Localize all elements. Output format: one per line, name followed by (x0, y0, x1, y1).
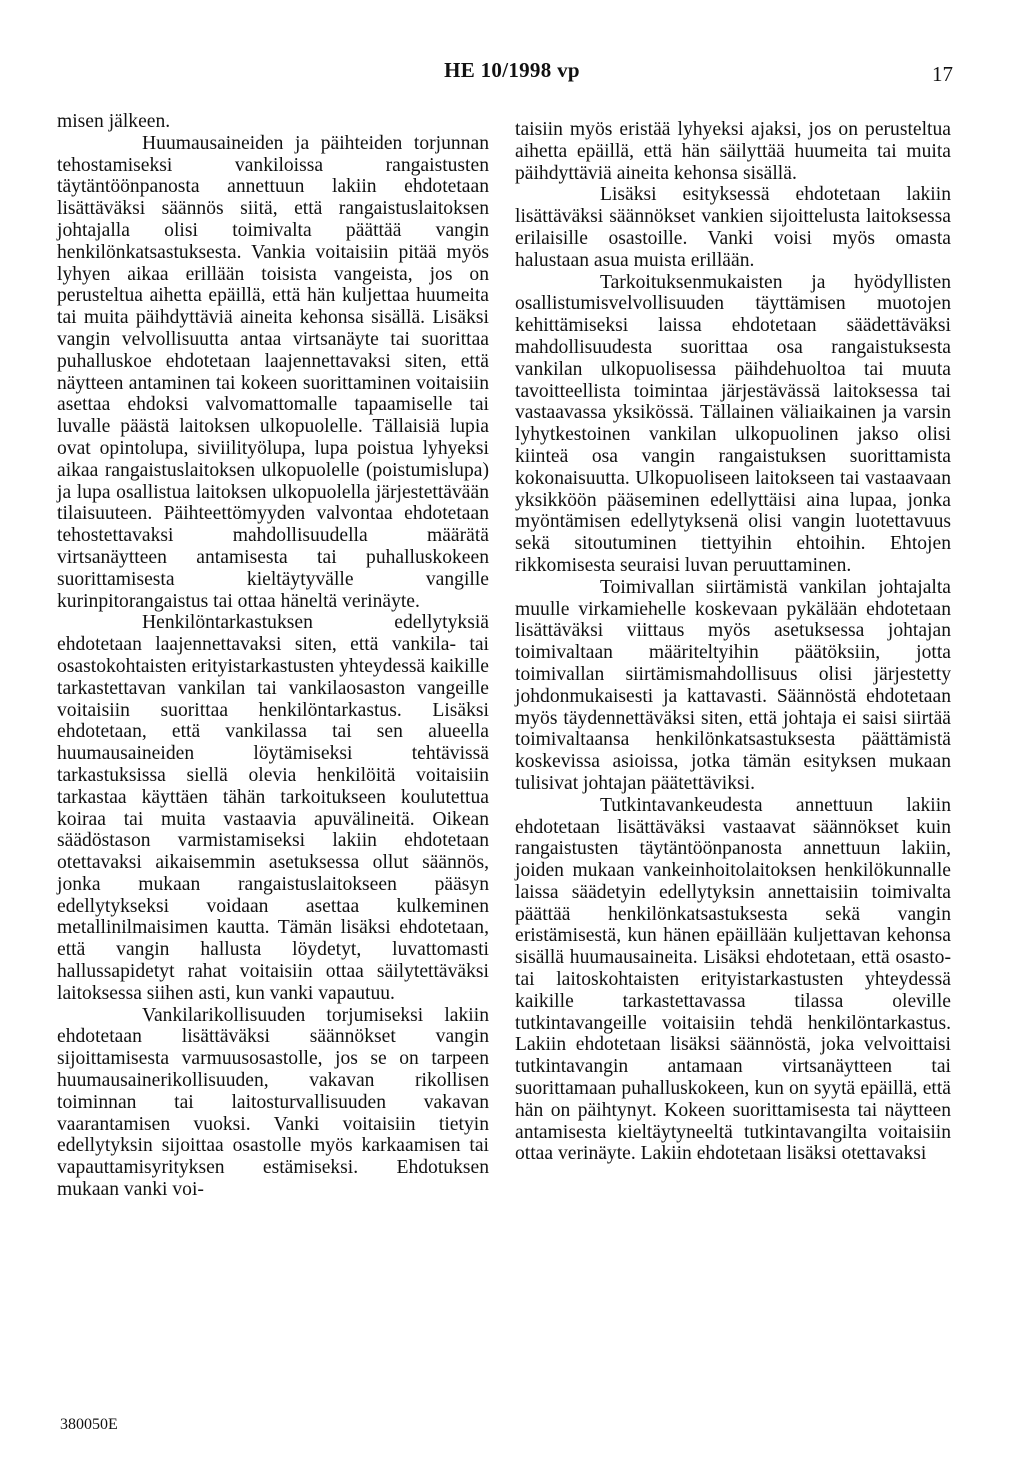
paragraph: Tutkintavankeudesta annettuun lakiin ehdotetaan lisättäväksi vastaavat säännökset kuin rangaistusten täytäntöönpanosta annettuun lakiin, joiden mukaan vankeinhoitolaitoksen henkilökunnalle laissa säädetyin edellytyksin annettaisiin toimivalta päättää henkilönkatsastuksesta sekä vangin eristämisestä, kun hänen epäillään kuljettavan kehonsa sisällä huumausaineita. Lisäksi ehdotetaan, että osasto- tai laitoskohtaisten erityistarkastusten yhteydessä kaikille tarkastettavassa tilassa oleville tutkintavangeille voitaisiin tehdä henkilöntarkastus. Lakiin ehdotetaan lisäksi säännöstä, joka velvoittaisi tutkintavangin antamaan virtsanäytteen tai suorittamaan puhalluskokeen, kun on syytä epäillä, että hän on päihtynyt. Kokeen suorittamisesta tai näytteen antamisesta kieltäytyneeltä tutkintavangilta voitaisiin ottaa verinäyte. Lakiin ehdotetaan lisäksi otettavaksi (515, 794, 951, 1165)
document-header-title: HE 10/1998 vp (444, 58, 580, 82)
right-text-column (515, 119, 951, 1165)
left-text-column (57, 111, 489, 1201)
paragraph: Huumausaineiden ja päihteiden torjunnan tehostamiseksi vankiloissa rangaistusten täytäntöönpanosta annettuun lakiin ehdotetaan lisättäväksi säännös siitä, että rangaistuslaitoksen johtajalla olisi toimivalta päättää vangin henkilönkatsastuksesta. Vankia voitaisiin pitää myös lyhyen aikaa erillään toisista vangeista, jos on perusteltua aihetta epäillä, että hän kuljettaa huumeita tai muita päihdyttäviä aineita kehonsa sisällä. Lisäksi vangin velvollisuutta antaa virtsanäyte tai suorittaa puhalluskoe ehdotetaan laajennettavaksi siten, että näytteen antaminen tai kokeen suorittaminen voitaisiin asettaa ehdoksi valvomattomalle tapaamiselle tai luvalle päästä laitoksen ulkopuolelle. Tällaisiä lupia ovat opintolupa, siviilityölupa, lupa poistua lyhyeksi aikaa rangaistuslaitoksen ulkopuolelle (poistumislupa) ja lupa osallistua laitoksen ulkopuolella järjestettävään tilaisuuteen. Päihteettömyyden valvontaa ehdotetaan tehostettavaksi mahdollisuudella määrätä virtsanäytteen antamisesta tai puhalluskokeen suorittamisesta kieltäytyvälle vangille kurinpitorangaistus tai ottaa häneltä verinäyte. (57, 132, 489, 612)
paragraph: Tarkoituksenmukaisten ja hyödyllisten osallistumisvelvollisuuden täyttämisen muotojen kehittämiseksi laissa ehdotetaan säädettäväksi mahdollisuudesta suorittaa osa rangaistuksesta vankilan ulkopuolisessa päihdehuoltoa tai muuta tavoitteellista toimintaa järjestävässä laitoksessa tai vastaavassa yksikössä. Tällainen väliaikainen ja varsin lyhytkestoinen vankilan ulkopuolinen jakso olisi kiinteä osa vangin rangaistuksen suorittamista kokonaisuutta. Ulkopuoliseen laitokseen tai vastaavaan yksikköön pääseminen edellyttäisi aina lupaa, jonka myöntämisen edellytyksenä olisi vangin luotettavuus sekä sitoutuminen tiettyihin ehtoihin. Ehtojen rikkomisesta seuraisi luvan peruuttaminen. (515, 271, 951, 576)
paragraph: taisiin myös eristää lyhyeksi ajaksi, jos on perusteltua aihetta epäillä, että hän säilyttää huumeita tai muita päihdyttäviä aineita kehonsa sisällä. (515, 119, 951, 184)
paragraph: Toimivallan siirtämistä vankilan johtajalta muulle virkamiehelle koskevaan pykälään ehdotetaan lisättäväksi viittaus myös asetuksessa johtajan toimivaltaan määriteltyihin päätöksiin, jotta toimivallan siirtämismahdollisuus olisi järjestetty johdonmukaisesti ja kattavasti. Säännöstä ehdotetaan myös täydennettäväksi siten, että johtaja ei saisi siirtää toimivaltaansa henkilönkatsastuksesta päättämistä koskevissa asioissa, jotka tämän esityksen mukaan tulisivat johtajan päätettäviksi. (515, 576, 951, 794)
paragraph: Vankilarikollisuuden torjumiseksi lakiin ehdotetaan lisättäväksi säännökset vangin sijoittamisesta varmuusosastolle, jos se on tarpeen huumausainerikollisuuden, vakavan rikollisen toiminnan tai laitosturvallisuuden vakavan vaarantamisen vuoksi. Vanki voitaisiin tietyin edellytyksin sijoittaa osastolle myös karkaamisen tai vapauttamisyrityksen estämiseksi. Ehdotuksen mukaan vanki voi- (57, 1004, 489, 1201)
paragraph: Lisäksi esityksessä ehdotetaan lakiin lisättäväksi säännökset vankien sijoittelusta laitoksessa erilaisille osastoille. Vanki voisi myös omasta halustaan asua muista erillään. (515, 184, 951, 271)
paragraph: Henkilöntarkastuksen edellytyksiä ehdotetaan laajennettavaksi siten, että vankila- tai osastokohtaisten erityistarkastusten yhteydessä kaikille tarkastettavan vankilan tai vankilaosaston vangeille voitaisiin suorittaa henkilöntarkastus. Lisäksi ehdotetaan, että vankilassa tai sen alueella huumausaineiden löytämiseksi tehtävissä tarkastuksissa siellä olevia henkilöitä voitaisiin tarkastaa käyttäen tähän tarkoitukseen koulutettua koiraa tai muita vastaavia apuvälineitä. Oikean säädöstason varmistamiseksi lakiin ehdotetaan otettavaksi aikaisemmin asetuksessa ollut säännös, jonka mukaan rangaistuslaitokseen pääsyn edellytykseksi voidaan asettaa kulkeminen metallinilmaisimen kautta. Tämän lisäksi ehdotetaan, että vangin hallusta löydetyt, luvattomasti hallussapidetyt rahat voitaisiin ottaa säilytettäväksi laitoksessa siihen asti, kun vanki vapautuu. (57, 612, 489, 1004)
paragraph: misen jälkeen. (57, 111, 171, 132)
page-number: 17 (932, 62, 953, 86)
document-code: 380050E (60, 1416, 118, 1433)
